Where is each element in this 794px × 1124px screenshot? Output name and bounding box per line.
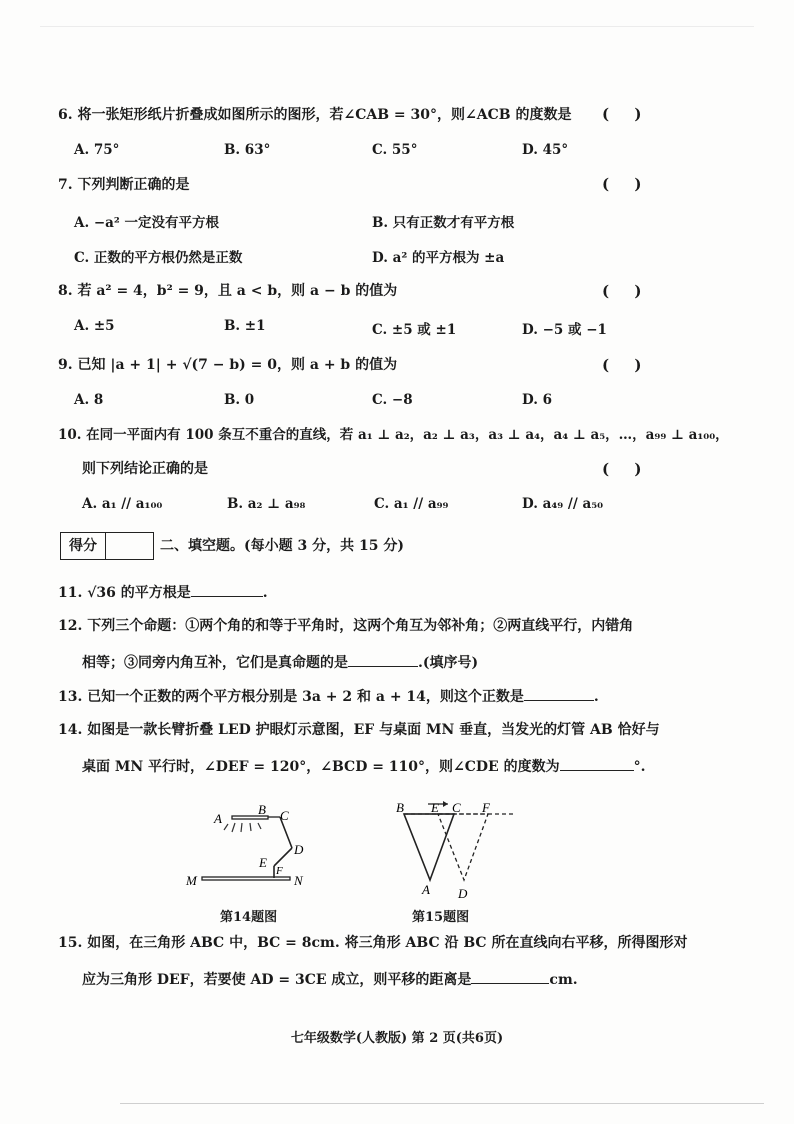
arm-de: [274, 848, 292, 866]
option-9d: D. 6: [522, 392, 553, 408]
question-12-line2: [82, 652, 478, 672]
question-13: [58, 686, 599, 706]
label-d: D: [294, 842, 304, 857]
label-a: A: [214, 811, 222, 826]
page-edge: [40, 26, 754, 27]
option-10b: B. a₂ ⊥ a₉₈: [227, 496, 306, 512]
answer-paren-8[interactable]: ( ): [602, 282, 652, 300]
score-box: [60, 532, 154, 560]
question-14-text: 桌面 MN 平行时，∠DEF = 120°，∠BCD = 110°，则∠CDE 的度数为: [82, 759, 560, 775]
page-footer: 七年级数学(人教版) 第 2 页(共6页): [290, 1031, 504, 1046]
answer-paren-9[interactable]: ( ): [602, 356, 652, 374]
option-6c: C. 55°: [372, 142, 418, 158]
triangle-abc: [404, 814, 454, 880]
label-b: B: [396, 800, 404, 815]
label-b: B: [258, 802, 266, 817]
figure-15-translation-diagram: [394, 794, 524, 906]
option-7b: B. 只有正数才有平方根: [372, 215, 515, 231]
label-a: A: [422, 882, 430, 897]
question-11-text: 11. √36 的平方根是: [58, 585, 191, 601]
answer-blank-14[interactable]: [560, 756, 634, 771]
question-12: 12. 下列三个命题：①两个角的和等于平角时，这两个角互为邻补角；②两直线平行，内错角: [58, 618, 634, 634]
answer-blank-15[interactable]: [471, 969, 549, 984]
light-rays: [224, 823, 261, 832]
option-6b: B. 63°: [224, 142, 271, 158]
question-10: 10. 在同一平面内有 100 条互不重合的直线，若 a₁ ⊥ a₂，a₂ ⊥ a₃，a₃ ⊥ a₄，a₄ ⊥ a₅，…，a₉₉ ⊥ a₁₀₀，: [58, 427, 729, 443]
answer-blank-13[interactable]: [524, 686, 594, 701]
option-8c: C. ±5 或 ±1: [372, 322, 457, 338]
option-7d: D. a² 的平方根为 ±a: [372, 250, 505, 266]
score-label: 得分: [61, 533, 106, 559]
triangle-def: [438, 814, 488, 880]
answer-paren-7[interactable]: ( ): [602, 175, 652, 193]
answer-paren-10[interactable]: ( ): [602, 460, 652, 478]
question-9: 9. 已知 |a + 1| + √(7 − b) = 0，则 a + b 的值为: [58, 357, 398, 373]
question-14-line2: [82, 756, 645, 776]
question-10-line2: 则下列结论正确的是: [82, 461, 208, 477]
section-title: 二、填空题。(每小题 3 分，共 15 分): [160, 538, 404, 554]
option-9c: C. −8: [372, 392, 413, 408]
label-f: F: [276, 865, 283, 877]
option-10a: A. a₁ // a₁₀₀: [82, 496, 163, 512]
label-n: N: [294, 873, 303, 888]
question-7: 7. 下列判断正确的是: [58, 177, 190, 193]
question-15-text: 应为三角形 DEF，若要使 AD = 3CE 成立，则平移的距离是: [82, 972, 472, 988]
question-12-end: .(填序号): [418, 655, 479, 671]
option-7a: A. −a² 一定没有平方根: [74, 215, 220, 231]
question-15-end: cm.: [549, 972, 578, 988]
label-d: D: [458, 886, 468, 901]
question-11-end: .: [262, 585, 268, 601]
option-8a: A. ±5: [74, 318, 115, 334]
option-7c: C. 正数的平方根仍然是正数: [74, 250, 243, 266]
figure-15-caption: 第15题图: [412, 910, 470, 925]
label-f: F: [482, 800, 490, 815]
option-9b: B. 0: [224, 392, 255, 408]
question-13-text: 13. 已知一个正数的两个平方根分别是 3a + 2 和 a + 14，则这个正数是: [58, 689, 524, 705]
page-edge-bottom: [120, 1103, 764, 1104]
answer-paren-6[interactable]: ( ): [602, 105, 652, 123]
option-10c: C. a₁ // a₉₉: [374, 496, 449, 512]
answer-blank-12[interactable]: [348, 652, 418, 667]
option-8b: B. ±1: [224, 318, 266, 334]
figure-14-lamp-diagram: [180, 796, 330, 892]
label-e: E: [259, 855, 267, 870]
question-15-line2: [82, 969, 578, 989]
question-14-end: °.: [633, 759, 646, 775]
option-10d: D. a₄₉ // a₅₀: [522, 496, 604, 512]
answer-blank-11[interactable]: [191, 582, 263, 597]
option-9a: A. 8: [74, 392, 104, 408]
option-6d: D. 45°: [522, 142, 569, 158]
option-6a: A. 75°: [74, 142, 120, 158]
figure-14-caption: 第14题图: [220, 910, 278, 925]
label-m: M: [186, 873, 197, 888]
label-c: C: [280, 808, 289, 823]
question-14: 14. 如图是一款长臂折叠 LED 护眼灯示意图，EF 与桌面 MN 垂直，当发光的灯管 AB 恰好与: [58, 722, 660, 738]
label-c: C: [452, 800, 461, 815]
question-15: 15. 如图，在三角形 ABC 中，BC = 8cm. 将三角形 ABC 沿 BC 所在直线向右平移，所得图形对: [58, 935, 688, 951]
desk-mn: [202, 877, 290, 880]
question-12-text: 相等；③同旁内角互补，它们是真命题的是: [82, 655, 348, 671]
option-8d: D. −5 或 −1: [522, 322, 607, 338]
question-13-end: .: [593, 689, 599, 705]
label-e: E: [431, 800, 439, 815]
question-8: 8. 若 a² = 4，b² = 9，且 a < b，则 a − b 的值为: [58, 283, 398, 299]
question-6: 6. 将一张矩形纸片折叠成如图所示的图形，若∠CAB = 30°，则∠ACB 的度数是: [58, 107, 572, 123]
question-11: [58, 582, 268, 602]
